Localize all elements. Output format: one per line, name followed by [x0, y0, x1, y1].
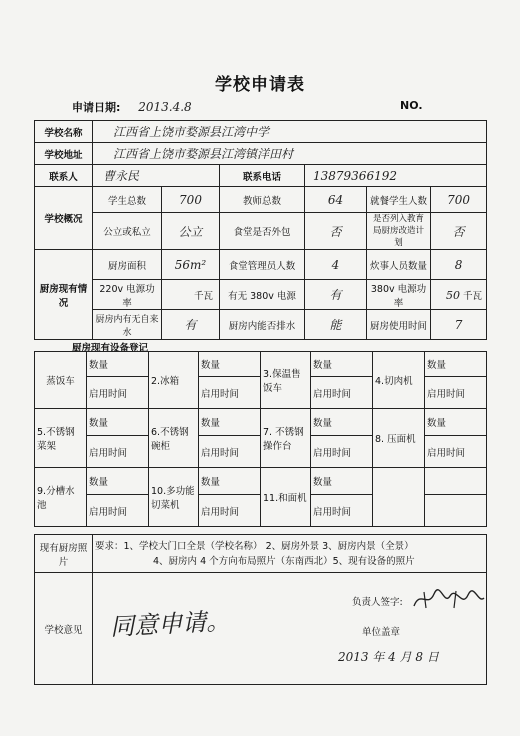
- qty-label: 数量: [87, 352, 149, 377]
- qty-label: 数量: [87, 468, 149, 495]
- start-label: 启用时间: [199, 495, 261, 527]
- equipment-heading: 厨房现有设备登记: [72, 343, 149, 354]
- tapwater-label: 厨房内有无自来水: [93, 310, 162, 340]
- canteen-managers-value: 4: [305, 250, 367, 280]
- equipment-name-2: 2.冰箱: [149, 352, 199, 409]
- phone-value: 13879366192: [305, 165, 487, 187]
- responsible-label: 负责人签字:: [352, 597, 403, 608]
- requirements-line-1: 要求：1、学校大门口全景（学校名称） 2、厨房外景 3、厨房内景（全景）: [95, 540, 414, 552]
- opinion-label: 学校意见: [35, 573, 93, 685]
- dining-students-value: 700: [431, 187, 487, 213]
- public-private-value: 公立: [162, 213, 220, 250]
- start-label: 启用时间: [311, 377, 373, 409]
- start-label: 启用时间: [87, 436, 149, 468]
- empty-cell: [425, 495, 487, 527]
- public-private-label: 公立或私立: [93, 213, 162, 250]
- power220-unit: 千瓦: [162, 280, 220, 310]
- teachers-value: 64: [305, 187, 367, 213]
- qty-label: 数量: [199, 468, 261, 495]
- qty-label: 数量: [199, 409, 261, 436]
- cooks-label: 炊事人员数量: [367, 250, 431, 280]
- start-label: 启用时间: [87, 377, 149, 409]
- kitchen-area-label: 厨房面积: [93, 250, 162, 280]
- power220-label: 220v 电源功率: [93, 280, 162, 310]
- equipment-name-3: 3.保温售饭车: [261, 352, 311, 409]
- drainage-value: 能: [305, 310, 367, 340]
- students-value: 700: [162, 187, 220, 213]
- power380-value: 50: [446, 288, 460, 302]
- equipment-name-10: 10.多功能切菜机: [149, 468, 199, 527]
- form-title: 学校申请表: [215, 75, 305, 95]
- power380-unit: 千瓦: [463, 290, 483, 302]
- start-label: 启用时间: [311, 436, 373, 468]
- has380-value: 有: [305, 280, 367, 310]
- start-label: 启用时间: [311, 495, 373, 527]
- seal-label: 单位盖章: [362, 627, 401, 638]
- requirements-line-2: 4、厨房内 4 个方向布局照片（东南西北）5、现有设备的照片: [153, 555, 415, 567]
- equipment-name-6: 6.不锈钢碗柜: [149, 409, 199, 468]
- power380-cell: [431, 280, 487, 310]
- school-address-label: 学校地址: [35, 143, 93, 165]
- opinion-value: 同意申请。: [109, 606, 231, 642]
- qty-label: 数量: [199, 352, 261, 377]
- equipment-name-7: 7. 不锈钢操作台: [261, 409, 311, 468]
- in-plan-label: 是否列入教育局厨房改造计划: [367, 213, 431, 250]
- equipment-name-8: 8. 压面机: [373, 409, 425, 468]
- kitchen-time-label: 厨房使用时间: [367, 310, 431, 340]
- kitchen-area-value: 56m²: [162, 250, 220, 280]
- school-address-value: 江西省上饶市婺源县江湾镇洋田村: [93, 143, 487, 165]
- equipment-empty: [373, 468, 425, 527]
- empty-cell: [425, 468, 487, 495]
- kitchen-time-value: 7: [431, 310, 487, 340]
- start-label: 启用时间: [199, 436, 261, 468]
- cooks-value: 8: [431, 250, 487, 280]
- sign-date: 2013 年 4 月 8 日: [338, 650, 439, 664]
- qty-label: 数量: [425, 409, 487, 436]
- equipment-table: [34, 351, 487, 527]
- qty-label: 数量: [425, 352, 487, 377]
- school-info-table: [34, 120, 487, 340]
- qty-label: 数量: [87, 409, 149, 436]
- in-plan-value: 否: [431, 213, 487, 250]
- contact-value: 曹永民: [93, 165, 220, 187]
- power380-label: 380v 电源功率: [367, 280, 431, 310]
- photo-requirements: [93, 535, 487, 573]
- equipment-name-1: 蒸饭车: [35, 352, 87, 409]
- photos-label: 现有厨房照片: [35, 535, 93, 573]
- equipment-name-4: 4.切肉机: [373, 352, 425, 409]
- qty-label: 数量: [311, 468, 373, 495]
- start-label: 启用时间: [87, 495, 149, 527]
- apply-date: [72, 99, 192, 115]
- phone-label: 联系电话: [220, 165, 305, 187]
- school-name-value: 江西省上饶市婺源县江湾中学: [93, 121, 487, 143]
- dining-students-label: 就餐学生人数: [367, 187, 431, 213]
- has380-label: 有无 380v 电源: [220, 280, 305, 310]
- signature-image: [410, 586, 486, 612]
- start-label: 启用时间: [199, 377, 261, 409]
- overview-label: 学校概况: [35, 187, 93, 250]
- qty-label: 数量: [311, 352, 373, 377]
- drainage-label: 厨房内能否排水: [220, 310, 305, 340]
- students-label: 学生总数: [93, 187, 162, 213]
- apply-date-value: 2013.4.8: [138, 100, 192, 114]
- canteen-managers-label: 食堂管理员人数: [220, 250, 305, 280]
- apply-date-label: 申请日期:: [72, 101, 121, 114]
- equipment-name-5: 5.不锈钢菜架: [35, 409, 87, 468]
- qty-label: 数量: [311, 409, 373, 436]
- teachers-label: 教师总数: [220, 187, 305, 213]
- contact-label: 联系人: [35, 165, 93, 187]
- start-label: 启用时间: [425, 377, 487, 409]
- kitchen-status-label: 厨房现有情况: [35, 250, 93, 340]
- equipment-name-11: 11.和面机: [261, 468, 311, 527]
- equipment-name-9: 9.分槽水池: [35, 468, 87, 527]
- canteen-outsourced-value: 否: [305, 213, 367, 250]
- school-name-label: 学校名称: [35, 121, 93, 143]
- start-label: 启用时间: [425, 436, 487, 468]
- tapwater-value: 有: [162, 310, 220, 340]
- canteen-outsourced-label: 食堂是否外包: [220, 213, 305, 250]
- form-number-label: NO.: [400, 99, 423, 112]
